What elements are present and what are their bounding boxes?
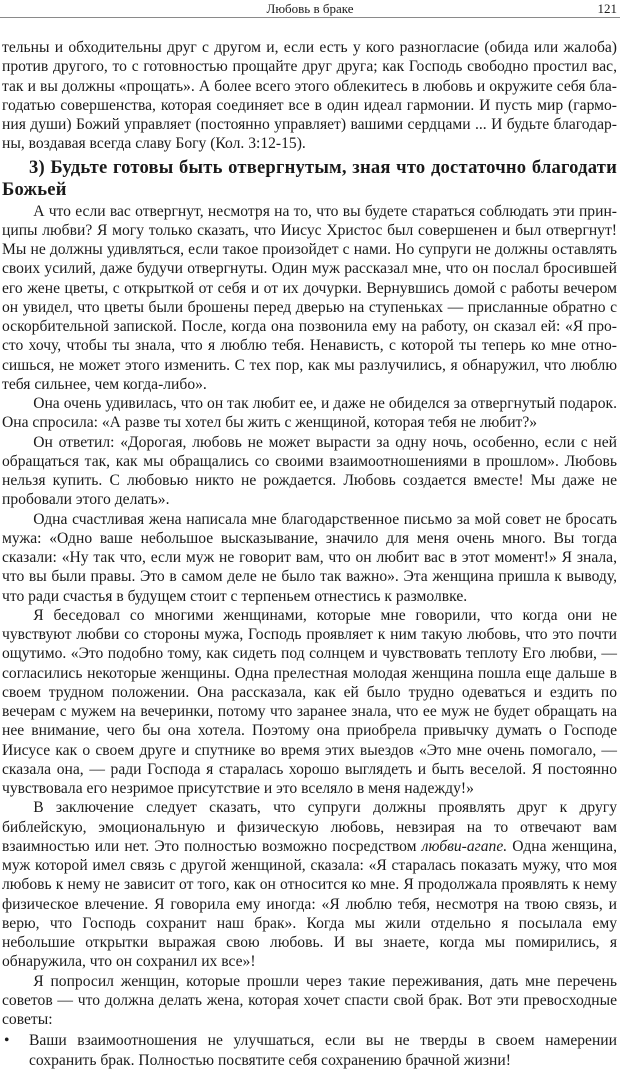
paragraph-continued: тельны и обходительны друг с другом и, если есть у кого разногласие (обида или жалоба) против другого, то с готовностью прощайте друг друга; как Господь свободно простил вас, так и вы должны «прощать». А более всего этого облекитесь в любовь и окружите себя благодатью совершенства, которая соединяет все в один идеал гармонии. И пусть мир (гармония души) Божий управляет (постоянно управляет) вашими сердцами ... И будьте благодарны, воздавая всегда славу Богу (Кол. 3:12-15). [2,39,617,153]
paragraph: Он ответил: «Дорогая, любовь не может вырасти за одну ночь, особенно, если с ней обращаться так, как мы обращались со своими взаимоотношениями в прошлом». Любовь нельзя купить. С любовью никто не рождается. Любовь создается вместе! Мы даже не пробовали этого делать». [2,433,617,509]
running-header [0,0,620,18]
bullet-icon: • [4,1032,10,1050]
section-heading: 3) Будьте готовы быть отвергнутым, зная что достаточно благодати Божьей [2,156,617,200]
page-number: 121 [597,1,617,16]
page-body [2,38,617,1070]
paragraph: Она очень удивилась, что он так любит ее, и даже не обиделся за отвергнутый подарок. Она спросила: «А разве ты хотел бы жить с женщиной, которая тебя не любит?» [2,395,617,432]
paragraph: Одна счастливая жена написала мне благодарственное письмо за мой совет не бросать мужа: «Одно ваше небольшое высказывание, значило для меня очень много. Вы тогда сказали: «Ну так что, если муж не говорит вам, что он любит вас в этот момент!» Я знала, что вы были правы. Это в самом деле не было так важно». Эта женщина пришла к выводу, что ради счастья в будущем стоит с терпеньем отнестись к размолвке. [2,510,617,605]
paragraph [2,798,617,971]
running-title: Любовь в браке [266,1,354,16]
paragraph-text: Одна женщина, муж которой имел связь с другой женщиной, сказала: «Я старалась показать мужу, что моя любовь к нему не зависит от того, как он относится ко мне. Я продолжала проявлять к нему физическое влечение. Я говорила ему иногда: «Я люблю тебя, несмотря на твою связь, и верю, что Господь сохранит наш брак». Когда мы жили отдельно я посылала ему небольшие открытки выражая свою любовь. И вы знаете, когда мы помирились, я обнаружила, что он сохранил их все»! [2,837,617,971]
paragraph: А что если вас отвергнут, несмотря на то, что вы будете стараться соблюдать эти принципы любви? Я могу только сказать, что Иисус Христос был совершенен и был отвергнут! Мы не должны удивляться, если такое произойдет с нами. Но супруги не должны оставлять своих усилий, даже будучи отвергнуты. Один муж рассказал мне, что он послал бросившей его жене цветы, с открыткой от себя и от их дочурки. Вернувшись домой с работы вечером он увидел, что цветы были брошены перед дверью на ступеньках — присланные обратно с оскорбительной запиской. После, когда она позвонила ему на работу, он сказал ей: «Я просто хочу, чтобы ты знала, что я люблю тебя. Ненависть, с которой ты теперь ко мне относишься, не может этого изменить. С тех пор, как мы разлучились, я обнаружил, что люблю тебя сильнее, чем когда-либо». [2,202,617,393]
paragraph: Я попросил женщин, которые прошли через такие переживания, дать мне перечень советов — что должна делать жена, которая хочет спасти свой брак. Вот эти превосходные советы: [2,972,617,1028]
advice-list [2,1031,617,1070]
italic-term: любви-агапе. [421,837,508,855]
paragraph: Я беседовал со многими женщинами, которые мне говорили, что когда они не чувствуют любви со стороны мужа, Господь проявляет к ним такую любовь, что это почти ощутимо. «Это подобно тому, как сидеть под солнцем и чувствовать теплоту Его любви, — согласились некоторые женщины. Одна прелестная молодая женщина пошла еще дальше в своем трудном положении. Она рассказала, как ей было трудно одеваться и ездить по вечерам с мужем на вечеринки, потому что заранее знала, что ее муж не будет обращать на нее внимание, чего бы она хотела. Поэтому она приобрела привычку думать о Господе Иисусе как о своем друге и спутнике во время этих выездов «Это мне очень помогало, — сказала она, — ради Господа я старалась хорошо выглядеть и быть веселой. Я постоянно чувствовала его незримое присутствие и это вселяло в меня надежду!» [2,606,617,797]
list-item [2,1031,617,1070]
paragraph-text: В заключение следует сказать, что супруги должны проявлять друг к другу библейскую, эмоциональную и физическую любовь, невзирая на то отвечают вам взаимностью или нет. Это полностью возможно посредством [2,799,617,855]
list-item-text: Ваши взаимоотношения не улучшаться, если вы не тверды в своем намерении сохранить брак. Полностью посвятите себя сохранению брачной жизни! [29,1032,617,1069]
